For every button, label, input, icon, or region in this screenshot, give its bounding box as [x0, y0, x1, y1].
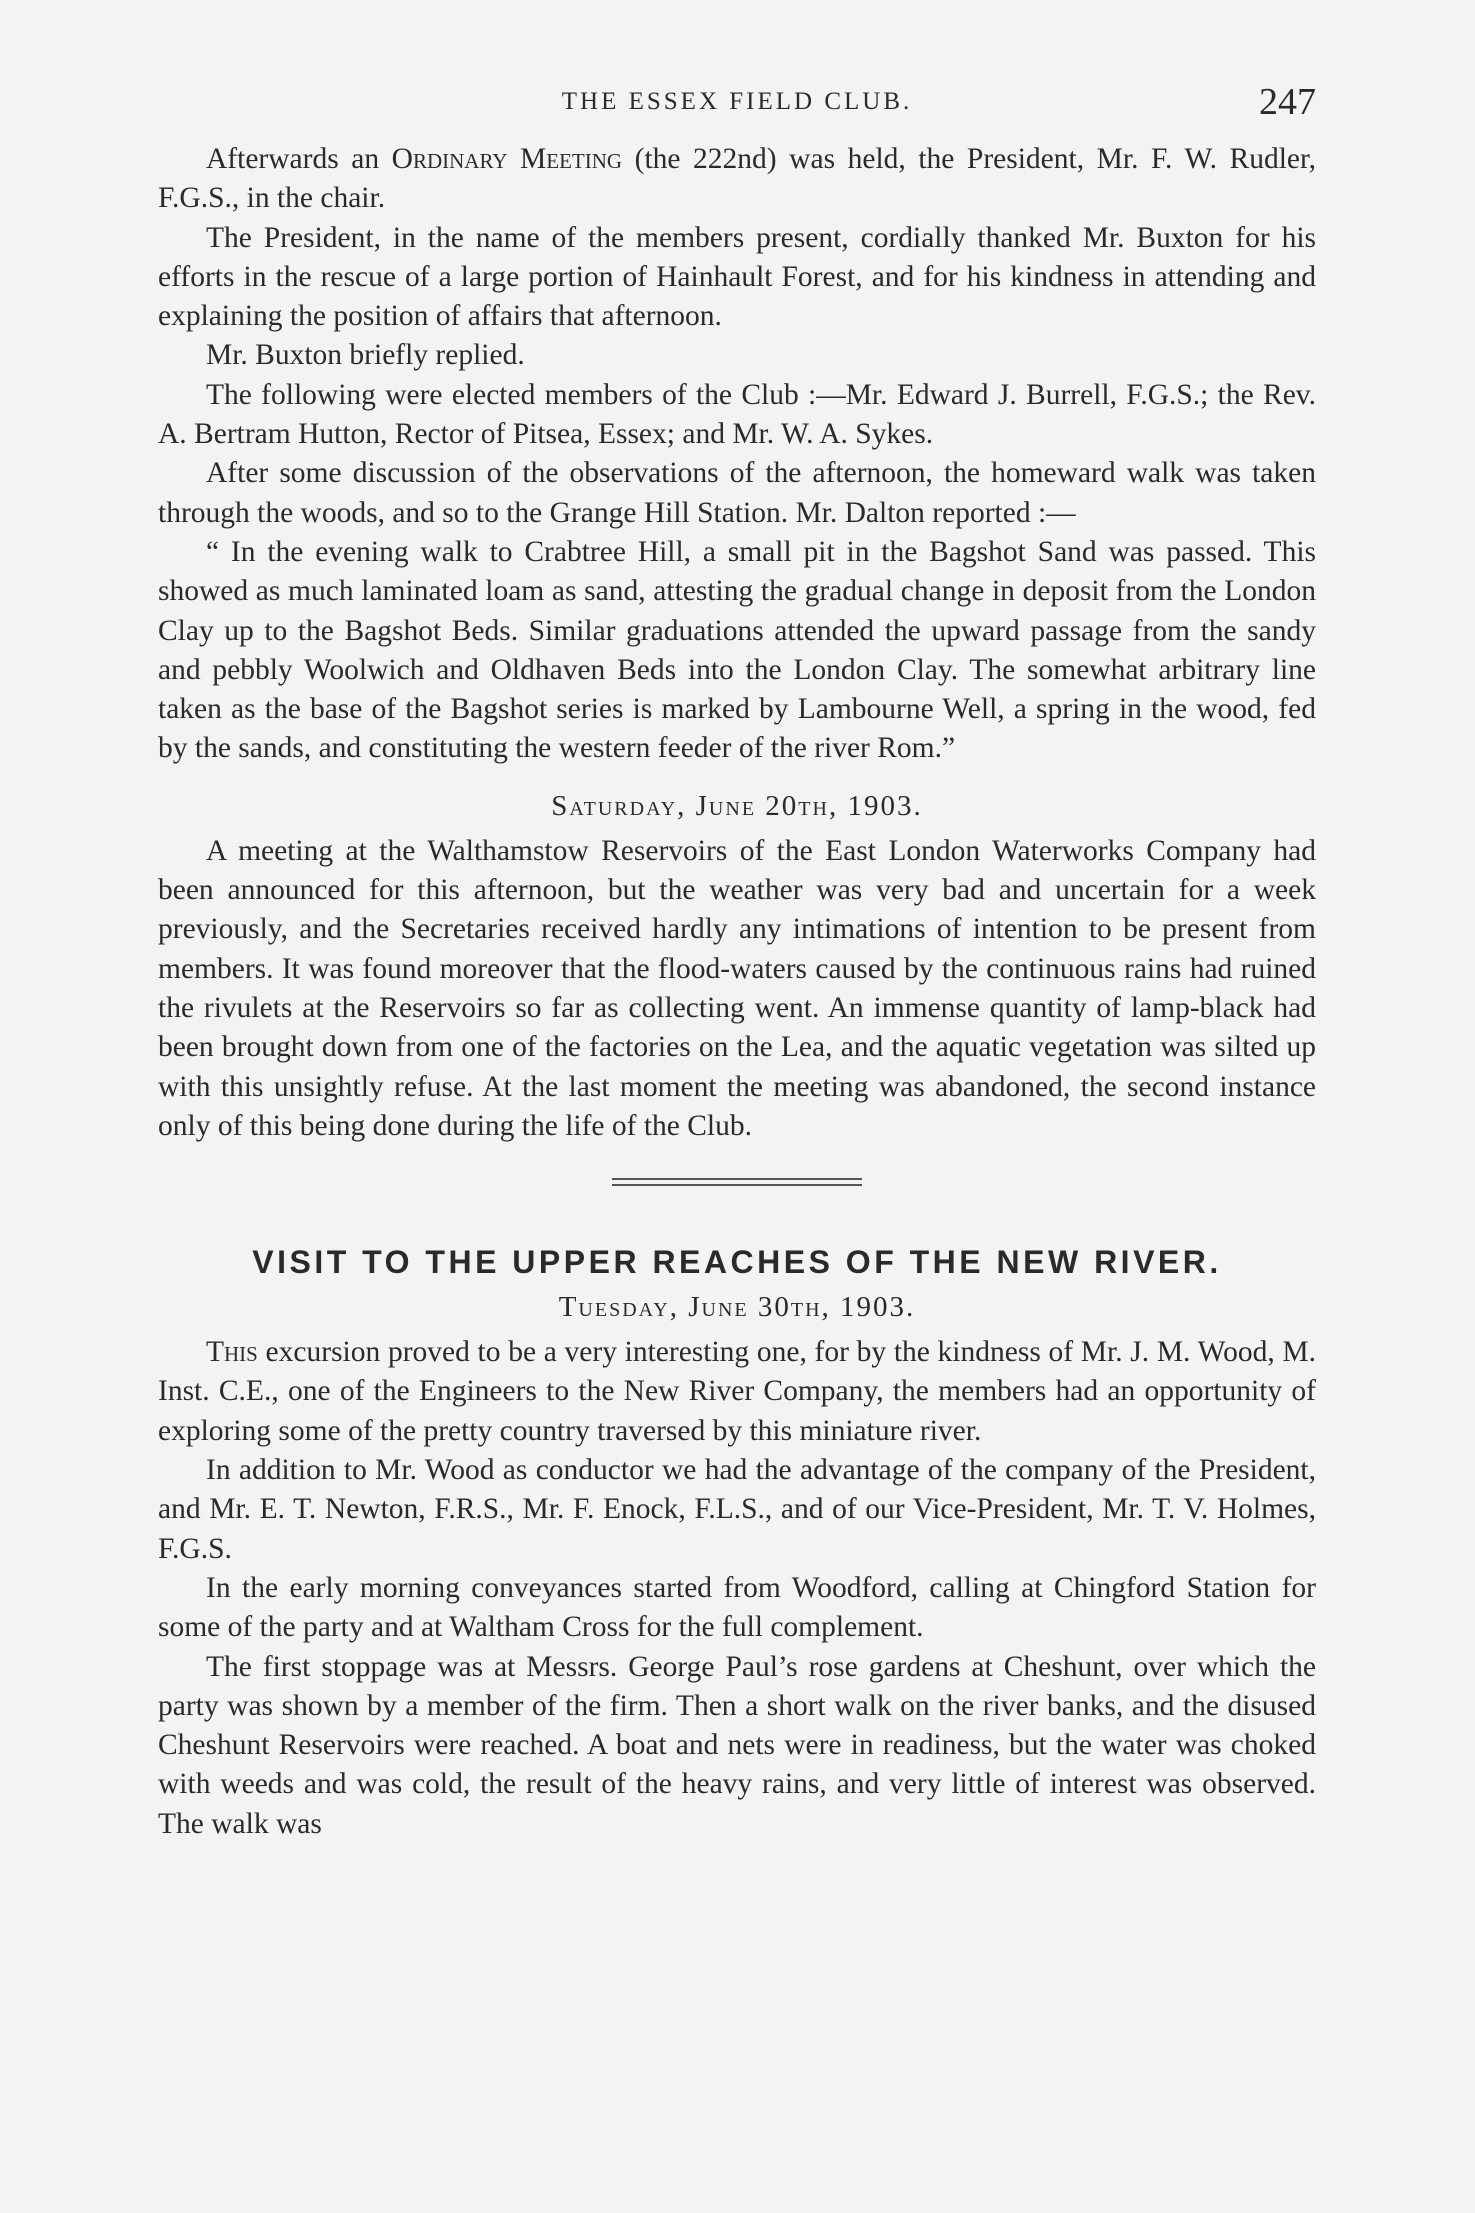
running-title: THE ESSEX FIELD CLUB.	[561, 88, 913, 115]
small-caps-text: This	[206, 1336, 258, 1369]
section-divider	[612, 1178, 862, 1186]
paragraph-walthamstow-meeting: A meeting at the Walthamstow Reservoirs of the East London Waterworks Company had been announced for this afternoon, but the weather was very bad and uncertain for a week previously, and the Secretaries received hardly any intimations of intention to be present from members. It was found moreover that the flood-waters caused by the continuous rains had ruined the rivulets at the Reservoirs so far as collecting went. An immense quantity of lamp-black had been brought down from one of the factories on the Lea, and the aquatic vegetation was silted up with this unsightly refuse. At the last moment the meeting was abandoned, the second instance only of this being done during the life of the Club.	[158, 834, 1316, 1142]
page-content	[158, 80, 1316, 1844]
small-caps-text: Ordinary Meeting	[391, 143, 623, 175]
paragraph-buxton-reply: Mr. Buxton briefly replied.	[206, 339, 525, 372]
date-heading-tuesday: Tuesday, June 30th, 1903.	[558, 1291, 916, 1324]
text-span: (the 222nd) was held, the President, Mr. F. W. Rudler, F.G.S., in the chair.	[158, 143, 1316, 215]
paragraph-ordinary-meeting	[158, 140, 1316, 219]
text-span: excursion proved to be a very interesting one, for by the kindness of Mr. J. M. Wood, M. Inst. C.E., one of the Engineers to the New River Company, the members had an opportunity of exploring some of the pretty country traversed by this miniature river.	[158, 1336, 1316, 1447]
date-heading-saturday: Saturday, June 20th, 1903.	[551, 789, 923, 822]
page-number: 247	[1259, 81, 1316, 123]
paragraph-president-thanks: The President, in the name of the members present, cordially thanked Mr. Buxton for his efforts in the rescue of a large portion of Hainhault Forest, and for his kindness in attending and explaining the position of affairs that afternoon.	[158, 221, 1316, 333]
running-header	[158, 80, 1316, 140]
paragraph-company: In addition to Mr. Wood as conductor we had the advantage of the company of the President, and Mr. E. T. Newton, F.R.S., Mr. F. Enock, F.L.S., and of our Vice-President, Mr. T. V. Holmes, F.G.S.	[158, 1454, 1316, 1565]
paragraph-conveyances: In the early morning conveyances started from Woodford, calling at Chingford Station for some of the party and at Waltham Cross for the full complement.	[158, 1571, 1316, 1644]
section-title: VISIT TO THE UPPER REACHES OF THE NEW RIVER.	[252, 1244, 1222, 1281]
paragraph-excursion-intro	[158, 1333, 1316, 1451]
paragraph-homeward-walk: After some discussion of the observations of the afternoon, the homeward walk was taken through the woods, and so to the Grange Hill Station. Mr. Dalton reported :—	[158, 457, 1316, 529]
paragraph-elected-members: The following were elected members of the Club :—Mr. Edward J. Burrell, F.G.S.; the Rev. A. Bertram Hutton, Rector of Pitsea, Essex; and Mr. W. A. Sykes.	[158, 378, 1316, 451]
paragraph-first-stoppage: The first stoppage was at Messrs. George Paul’s rose gardens at Cheshunt, over which the party was shown by a member of the firm. Then a short walk on the river banks, and the disused Cheshunt Reservoirs were reached. A boat and nets were in readiness, but the water was choked with weeds and was cold, the result of the heavy rains, and very little of interest was observed. The walk was	[158, 1650, 1316, 1840]
text-span: Afterwards an	[206, 143, 392, 175]
paragraph-dalton-report: “ In the evening walk to Crabtree Hill, a small pit in the Bagshot Sand was passed. This showed as much laminated loam as sand, attesting the gradual change in deposit from the London Clay up to the Bagshot Beds. Similar graduations attended the upward passage from the sandy and pebbly Woolwich and Oldhaven Beds into the London Clay. The somewhat arbitrary line taken as the base of the Bagshot series is marked by Lambourne Well, a spring in the wood, fed by the sands, and constituting the western feeder of the river Rom.”	[158, 535, 1316, 765]
